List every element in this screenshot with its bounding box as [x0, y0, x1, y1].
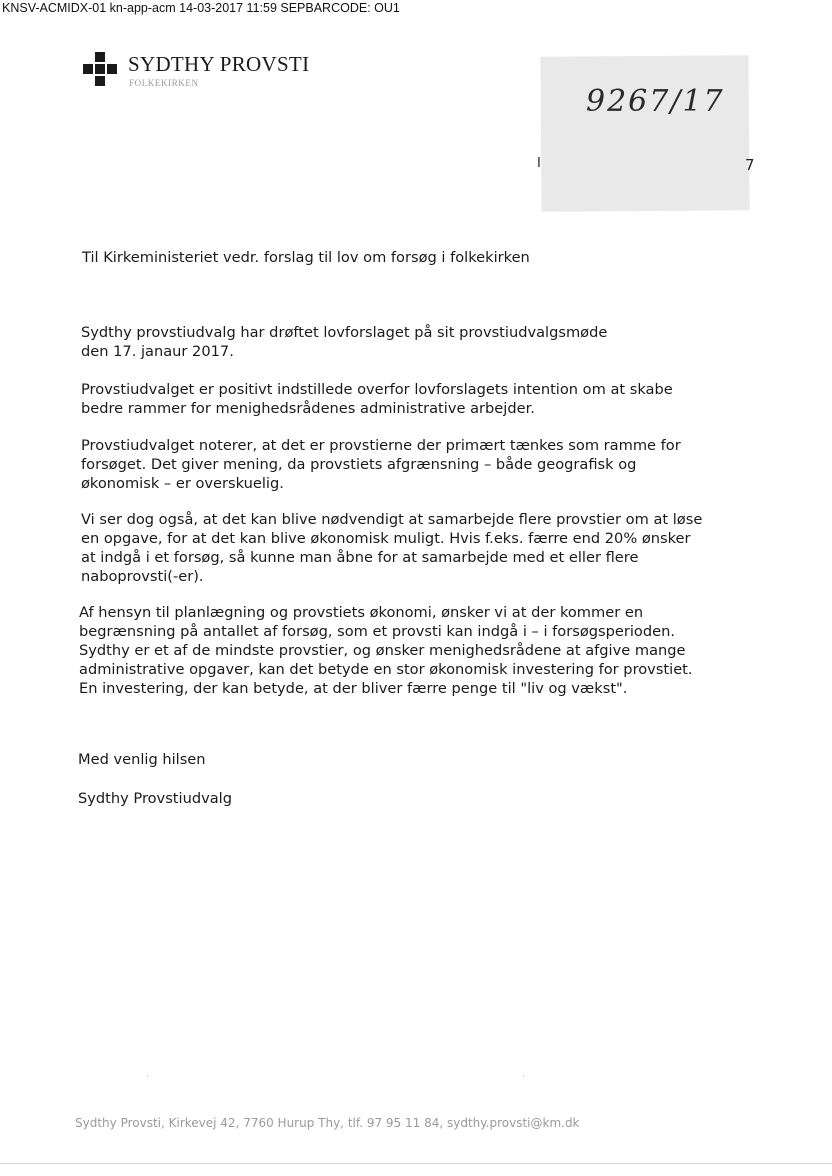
scan-speck	[147, 1076, 148, 1077]
paragraph-line: Vi ser dog også, at det kan blive nødvendigt at samarbejde flere provstier om at løse	[81, 511, 703, 528]
paragraph-2	[81, 380, 673, 418]
stamp-partial-right: 7	[745, 156, 755, 174]
paragraph-line: begrænsning på antallet af forsøg, som et provsti kan indgå i – i forsøgsperioden.	[79, 623, 675, 640]
paragraph-line: at indgå i et forsøg, så kunne man åbne for at samarbejde med et eller flere	[81, 549, 639, 566]
letterhead-title: SYDTHY PROVSTI	[128, 52, 310, 76]
paragraph-5	[79, 603, 693, 698]
page-edge-rule	[0, 1163, 832, 1164]
paragraph-4	[81, 510, 702, 586]
paragraph-line: naboprovsti(-er).	[81, 568, 204, 585]
fax-header: KNSV-ACMIDX-01 kn-app-acm 14-03-2017 11:59 SEPBARCODE: OU1	[2, 1, 400, 15]
handwritten-case-number: 9267/17	[586, 84, 725, 119]
paragraph-line: Sydthy provstiudvalg har drøftet lovforslaget på sit provstiudvalgsmøde	[81, 324, 608, 341]
paragraph-line: forsøget. Det giver mening, da provstiets afgrænsning – både geografisk og	[81, 456, 637, 473]
paragraph-1	[81, 323, 607, 361]
paragraph-line: administrative opgaver, kan det betyde en stor økonomisk investering for provstiet.	[79, 661, 693, 678]
letter-subject: Til Kirkeministeriet vedr. forslag til lov om forsøg i folkekirken	[82, 249, 530, 266]
paragraph-line: Provstiudvalget er positivt indstillede overfor lovforslagets intention om at skabe	[81, 381, 673, 398]
footer-address: Sydthy Provsti, Kirkevej 42, 7760 Hurup Thy, tlf. 97 95 11 84, sydthy.provsti@km.dk	[75, 1116, 580, 1130]
cross-logo-icon	[82, 52, 122, 90]
stamp-partial-left: I	[537, 156, 541, 171]
paragraph-line: En investering, der kan betyde, at der bliver færre penge til "liv og vækst".	[79, 680, 628, 697]
paragraph-line: Af hensyn til planlægning og provstiets økonomi, ønsker vi at der kommer en	[79, 604, 644, 621]
paragraph-line: Sydthy er et af de mindste provstier, og ønsker menighedsrådene at afgive mange	[79, 642, 686, 659]
paragraph-line: den 17. janaur 2017.	[81, 343, 234, 360]
paragraph-line: en opgave, for at det kan blive økonomisk muligt. Hvis f.eks. færre end 20% ønsker	[81, 530, 691, 547]
paragraph-line: økonomisk – er overskuelig.	[81, 475, 284, 492]
letterhead-subtitle: FOLKEKIRKEN	[129, 78, 199, 88]
paragraph-line: Provstiudvalget noterer, at det er provstierne der primært tænkes som ramme for	[81, 437, 681, 454]
signature: Sydthy Provstiudvalg	[78, 790, 232, 807]
closing-greeting: Med venlig hilsen	[78, 751, 206, 768]
scan-speck	[523, 1076, 524, 1077]
paragraph-3	[81, 436, 681, 493]
paragraph-line: bedre rammer for menighedsrådenes administrative arbejder.	[81, 400, 535, 417]
received-stamp	[540, 55, 749, 211]
